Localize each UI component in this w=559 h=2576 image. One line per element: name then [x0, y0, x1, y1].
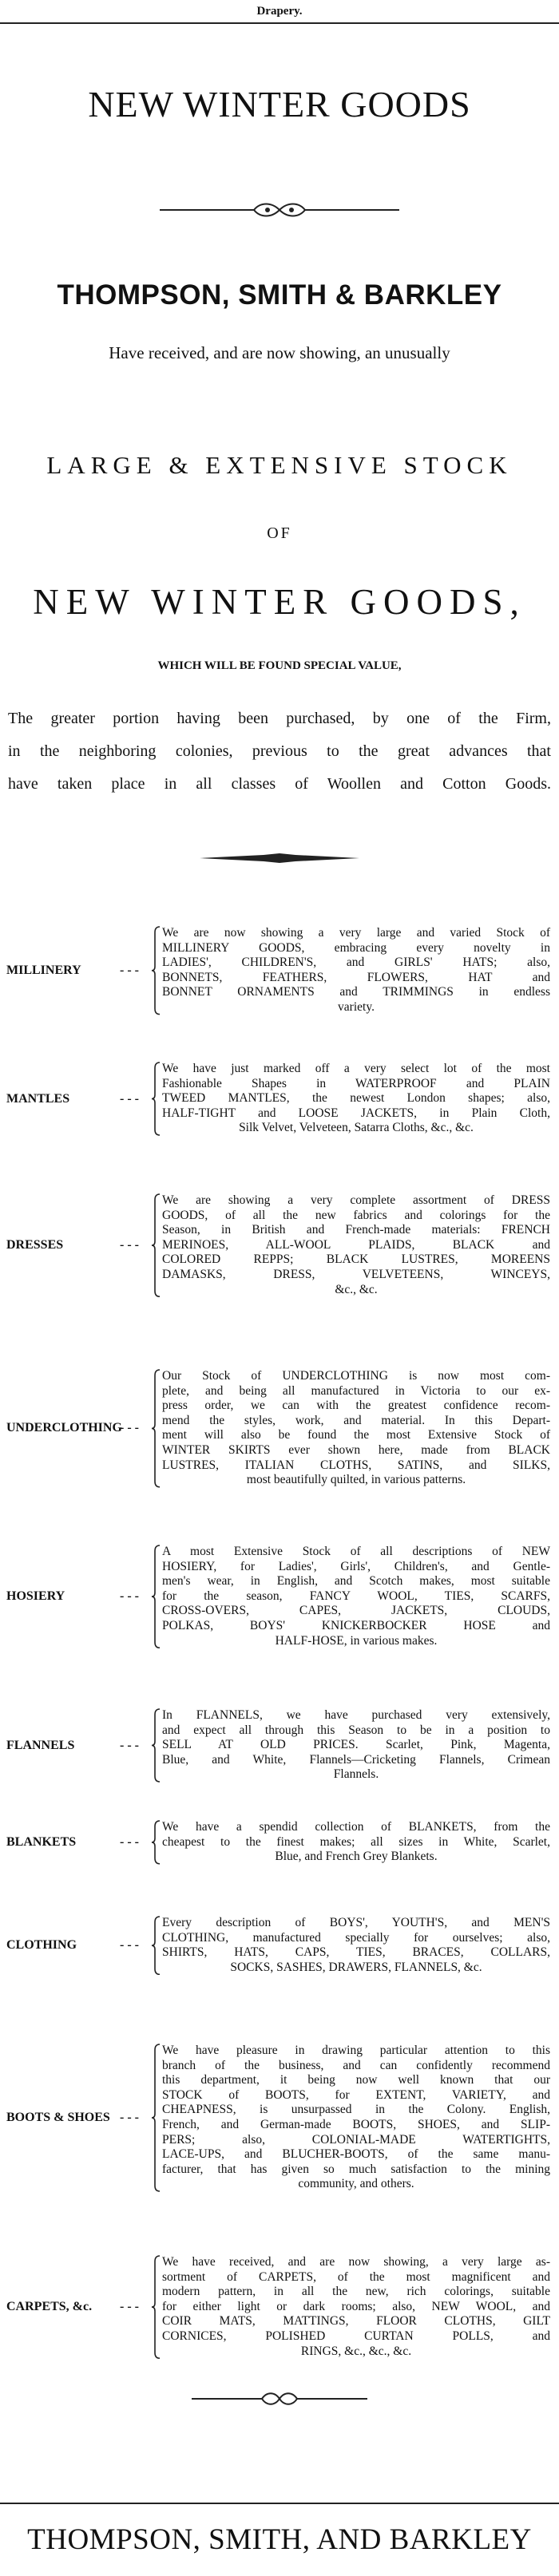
text-line: facturer, that has given so much satisfaction to the mining [162, 2162, 550, 2176]
department-section [0, 1820, 559, 1868]
text-line: We are now showing a very large and varied Stock of [162, 926, 550, 940]
leader-dashes: - - - [120, 1091, 139, 1106]
text-line: BONNETS, FEATHERS, FLOWERS, HAT and [162, 970, 550, 984]
special-value-line: WHICH WILL BE FOUND SPECIAL VALUE, [157, 659, 402, 672]
department-text [162, 1369, 550, 1488]
firm-footer: THOMPSON, SMITH, AND BARKLEY [27, 2523, 532, 2556]
department-section [0, 1062, 559, 1139]
department-text [162, 1708, 550, 1783]
text-line: RINGS, &c., &c., &c. [300, 2344, 412, 2358]
text-line: variety. [338, 999, 375, 1014]
department-label: HOSIERY [6, 1589, 65, 1604]
text-line: for either light or dark rooms; also, NEW WOOL, and [162, 2299, 550, 2313]
text-line: HALF-HOSE, in various makes. [275, 1633, 438, 1648]
text-line: We have a spendid collection of BLANKETS, from the [162, 1820, 550, 1834]
text-line: TWEED MANTLES, the newest London shapes; also, [162, 1091, 550, 1106]
text-line: Every description of BOYS', YOUTH'S, and MEN'S [162, 1916, 550, 1929]
brace-icon [151, 1193, 161, 1297]
ornament-divider [0, 198, 559, 222]
of-line: OF [267, 524, 292, 542]
department-section [0, 2044, 559, 2195]
department-label: DRESSES [6, 1238, 64, 1252]
text-line: GOODS, of all the new fabrics and colorings for the [162, 1208, 550, 1222]
text-line: SOCKS, SASHES, DRAWERS, FLANNELS, &c. [230, 1960, 482, 1974]
received-line: Have received, and are now showing, an unusually [109, 343, 450, 362]
bottom-rule [0, 2503, 559, 2504]
text-line: Blue, and White, Flannels—Cricketing Flannels, Crimean [162, 1752, 550, 1767]
text-line: We have pleasure in drawing particular attention to this [162, 2044, 550, 2057]
text-line: cheapest to the finest makes; all sizes in White, Scarlet, [162, 1834, 550, 1849]
department-label: UNDERCLOTHING [6, 1421, 122, 1435]
text-line: COLORED REPPS; BLACK LUSTRES, MOREENS [162, 1252, 550, 1267]
brace-icon [151, 2255, 161, 2359]
text-line: branch of the business, and can confidently recommend [162, 2058, 550, 2072]
department-text [162, 1193, 550, 1297]
top-rule [0, 22, 559, 24]
text-line: plete, and being all manufactured in Victoria to our ex- [162, 1383, 550, 1398]
department-text [162, 1916, 550, 1975]
department-label: CLOTHING [6, 1938, 77, 1953]
firm-name: THOMPSON, SMITH & BARKLEY [57, 279, 502, 311]
department-section [0, 1708, 559, 1786]
department-section [0, 926, 559, 1019]
department-label: MANTLES [6, 1091, 70, 1106]
brace-icon [151, 1820, 161, 1865]
department-label: CARPETS, &c. [6, 2300, 93, 2314]
text-line: SELL AT OLD PRICES. Scarlet, Pink, Magenta, [162, 1738, 550, 1752]
text-line: CORNICES, POLISHED CURTAN POLLS, and [162, 2329, 550, 2343]
department-label: MILLINERY [6, 963, 81, 977]
brace-icon [151, 1708, 161, 1783]
department-text [162, 1062, 550, 1136]
text-line: MERINOES, ALL-WOOL PLAIDS, BLACK and [162, 1237, 550, 1252]
leader-dashes: - - - [120, 1738, 139, 1752]
text-line: We have received, and are now showing, a very large as- [162, 2255, 550, 2269]
text-line: modern pattern, in all the new, rich colorings, suitable [162, 2285, 550, 2299]
text-line: sortment of CARPETS, of the most magnificent and [162, 2269, 550, 2284]
text-line: LACE-UPS, and BLUCHER-BOOTS, of the same manu- [162, 2147, 550, 2162]
text-line: Season, in British and French-made materials: FRENCH [162, 1223, 550, 1237]
text-line: SHIRTS, HATS, CAPS, TIES, BRACES, COLLARS, [162, 1945, 550, 1960]
department-section [0, 2255, 559, 2362]
text-line: Silk Velvet, Velveteen, Satarra Cloths, &c., &c. [239, 1121, 474, 1135]
text-line: DAMASKS, DRESS, VELVETEENS, WINCEYS, [162, 1267, 550, 1281]
text-line: Blue, and French Grey Blankets. [275, 1850, 438, 1864]
department-section [0, 1545, 559, 1652]
text-line: most beautifully quilted, in various patterns. [246, 1473, 466, 1487]
department-label: BLANKETS [6, 1834, 77, 1849]
department-text [162, 1545, 550, 1648]
text-line: Our Stock of UNDERCLOTHING is now most com- [162, 1369, 550, 1383]
intro-line: The greater portion having been purchased, by one of the Firm, [8, 710, 551, 727]
intro-paragraph [8, 702, 551, 801]
text-line: HOSIERY, for Ladies', Girls', Children's, and Gentle- [162, 1559, 550, 1573]
brace-icon [151, 926, 161, 1015]
leader-dashes: - - - [120, 1834, 139, 1849]
department-text [162, 1820, 550, 1865]
department-section [0, 1369, 559, 1491]
department-text [162, 2255, 550, 2359]
intro-line: in the neighboring colonies, previous to the great advances that [8, 742, 551, 760]
text-line: and expect all through this Season to be in a position to [162, 1723, 550, 1737]
text-line: STOCK of BOOTS, for EXTENT, VARIETY, and [162, 2087, 550, 2102]
department-label: BOOTS & SHOES [6, 2111, 110, 2124]
text-line: for the season, FANCY WOOL, TIES, SCARFS, [162, 1589, 550, 1603]
leader-dashes: - - - [120, 1421, 139, 1435]
text-line: We have just marked off a very select lot of the most [162, 1062, 550, 1075]
text-line: A most Extensive Stock of all descriptions of NEW [162, 1545, 550, 1558]
leader-dashes: - - - [120, 2111, 139, 2124]
text-line: BONNET ORNAMENTS and TRIMMINGS in endless [162, 985, 550, 999]
text-line: Fashionable Shapes in WATERPROOF and PLAIN [162, 1076, 550, 1090]
text-line: mend the styles, work, and material. In this Depart- [162, 1413, 550, 1427]
text-line: PERS; also, COLONIAL-MADE WATERTIGHTS, [162, 2132, 550, 2147]
text-line: POLKAS, BOYS' KNICKERBOCKER HOSE and [162, 1618, 550, 1632]
text-line: community, and others. [298, 2177, 414, 2191]
secondary-title: NEW WINTER GOODS, [33, 582, 526, 622]
department-section [0, 1193, 559, 1300]
text-line: COIR MATS, MATTINGS, FLOOR CLOTHS, GILT [162, 2314, 550, 2329]
brace-icon [151, 1545, 161, 1648]
text-line: this department, it being now well known that our [162, 2073, 550, 2087]
leader-dashes: - - - [120, 2300, 139, 2314]
brace-icon [151, 1369, 161, 1488]
text-line: In FLANNELS, we have purchased very extensively, [162, 1708, 550, 1722]
department-label: FLANNELS [6, 1738, 75, 1752]
intro-line: have taken place in all classes of Woollen and Cotton Goods. [8, 775, 551, 793]
leader-dashes: - - - [120, 1589, 139, 1604]
text-line: LADIES', CHILDREN'S, and GIRLS' HATS; also, [162, 956, 550, 970]
bar-divider [0, 850, 559, 866]
department-text [162, 926, 550, 1015]
leader-dashes: - - - [120, 963, 139, 977]
ornament-divider-bottom [0, 2387, 559, 2411]
department-section [0, 1916, 559, 1978]
main-title: NEW WINTER GOODS [88, 84, 471, 125]
section-heading: Drapery. [256, 5, 303, 18]
text-line: CLOTHING, manufactured specially for ourselves; also, [162, 1930, 550, 1945]
text-line: &c., &c. [335, 1282, 378, 1296]
leader-dashes: - - - [120, 1238, 139, 1252]
department-text [162, 2044, 550, 2192]
text-line: WINTER SKIRTS ever shown here, made from BLACK [162, 1442, 550, 1457]
text-line: LUSTRES, ITALIAN CLOTHS, SATINS, and SILKS, [162, 1458, 550, 1472]
brace-icon [151, 2044, 161, 2192]
brace-icon [151, 1062, 161, 1136]
text-line: MILLINERY GOODS, embracing every novelty in [162, 940, 550, 955]
text-line: We are showing a very complete assortment of DRESS [162, 1193, 550, 1207]
text-line: men's wear, in English, and Scotch makes, most suitable [162, 1574, 550, 1589]
text-line: ment will also be found the most Extensive Stock of [162, 1428, 550, 1442]
text-line: French, and German-made BOOTS, SHOES, and SLIP- [162, 2117, 550, 2131]
large-stock-line: LARGE & EXTENSIVE STOCK [46, 451, 513, 479]
text-line: Flannels. [333, 1767, 379, 1782]
brace-icon [151, 1916, 161, 1975]
text-line: HALF-TIGHT and LOOSE JACKETS, in Plain Cloth, [162, 1106, 550, 1120]
text-line: CROSS-OVERS, CAPES, JACKETS, CLOUDS, [162, 1604, 550, 1618]
text-line: CHEAPNESS, is unsurpassed in the Colony. English, [162, 2103, 550, 2117]
leader-dashes: - - - [120, 1938, 139, 1953]
text-line: press order, we can with the greatest confidence recom- [162, 1399, 550, 1413]
